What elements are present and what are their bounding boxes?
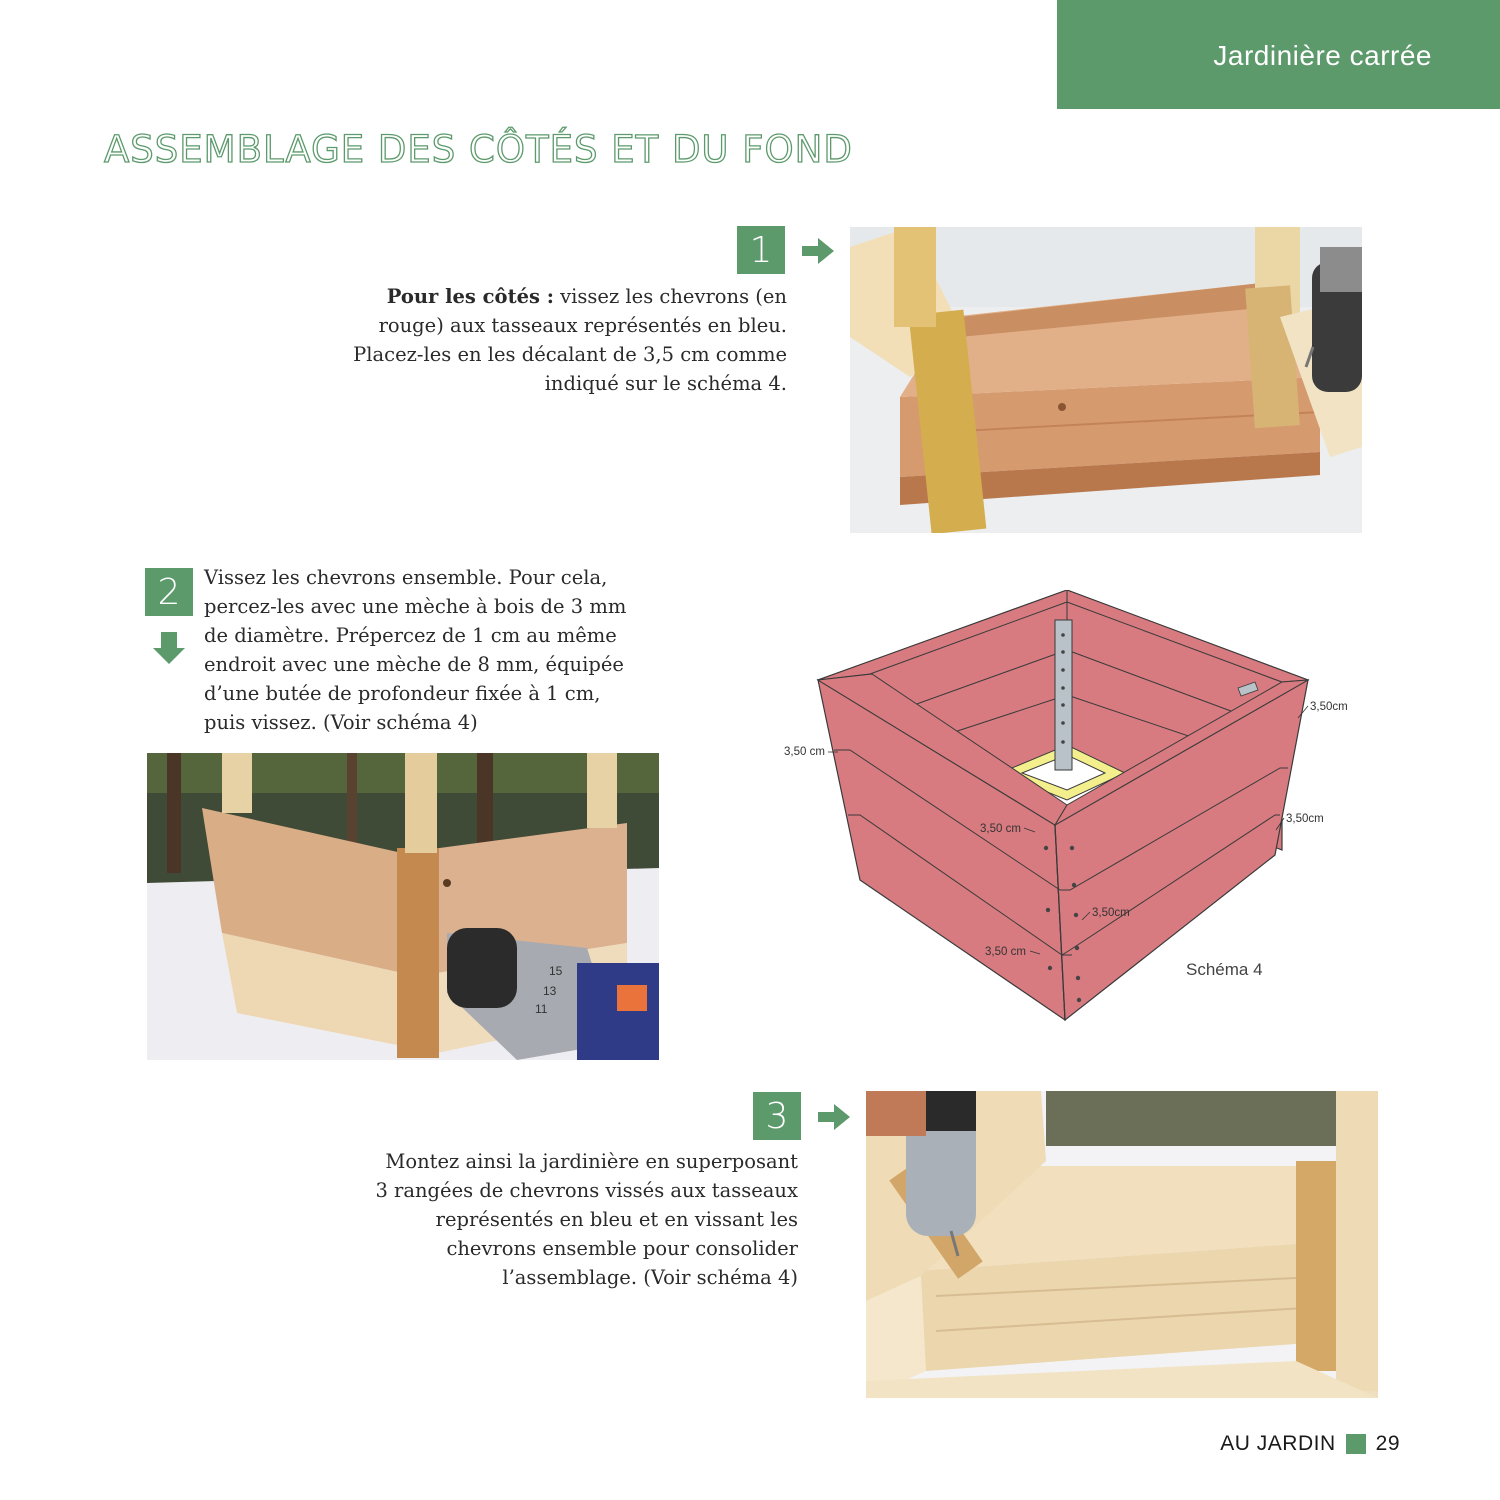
- step-1-photo: [850, 227, 1362, 533]
- page-footer: [1220, 1432, 1400, 1456]
- arrow-right-icon: [802, 238, 834, 264]
- page-title: ASSEMBLAGE DES CÔTÉS ET DU FOND: [104, 128, 853, 171]
- drill-marking-11: 11: [535, 1002, 548, 1016]
- drill-marking-15: 15: [549, 964, 563, 978]
- step-2-photo: [147, 753, 659, 1060]
- section-title: Jardinière carrée: [1213, 40, 1432, 71]
- drill-marking-13: 13: [543, 984, 557, 998]
- dim-label-left: 3,50 cm: [784, 746, 825, 758]
- footer-section: AU JARDIN: [1220, 1432, 1336, 1455]
- section-tab: [1057, 0, 1500, 109]
- schema-4-diagram: [770, 590, 1370, 1030]
- dim-label-right-mid: 3,50cm: [1286, 813, 1324, 825]
- footer-square-icon: [1346, 1434, 1366, 1454]
- step-3-text: Montez ainsi la jardinière en superposant 3 rangées de chevrons vissés aux tasseaux représentés en bleu et en vissant les chevrons ensemble pour consolider l’assemblage. (Voir schéma 4): [375, 1150, 798, 1289]
- step-2-badge: 2: [145, 568, 193, 616]
- step-2-text: Vissez les chevrons ensemble. Pour cela, percez-les avec une mèche à bois de 3 mm de diamètre. Prépercez de 1 cm au même endroit avec une mèche de 8 mm, équipée d’une butée de profondeur fixée à 1 cm, puis vissez. (Voir schéma 4): [204, 566, 627, 734]
- dim-label-front-bottom: 3,50 cm: [985, 946, 1026, 958]
- arrow-down-icon: [153, 632, 185, 664]
- step-1-lead: Pour les côtés :: [386, 285, 554, 308]
- dim-label-front-top: 3,50 cm: [980, 823, 1021, 835]
- page-number: 29: [1375, 1432, 1400, 1455]
- arrow-right-icon: [818, 1104, 850, 1130]
- dim-label-front-mid: 3,50cm: [1092, 907, 1130, 919]
- step-3-photo: [866, 1091, 1378, 1398]
- dim-label-right-top: 3,50cm: [1310, 701, 1348, 713]
- step-3-badge: 3: [753, 1092, 801, 1140]
- diagram-caption: Schéma 4: [1186, 960, 1263, 979]
- step-1-text: Pour les côtés : vissez les chevrons (en rouge) aux tasseaux représentés en bleu. Placez-les en les décalant de 3,5 cm comme indiqué sur le schéma 4.: [353, 285, 787, 395]
- step-1-badge: 1: [737, 226, 785, 274]
